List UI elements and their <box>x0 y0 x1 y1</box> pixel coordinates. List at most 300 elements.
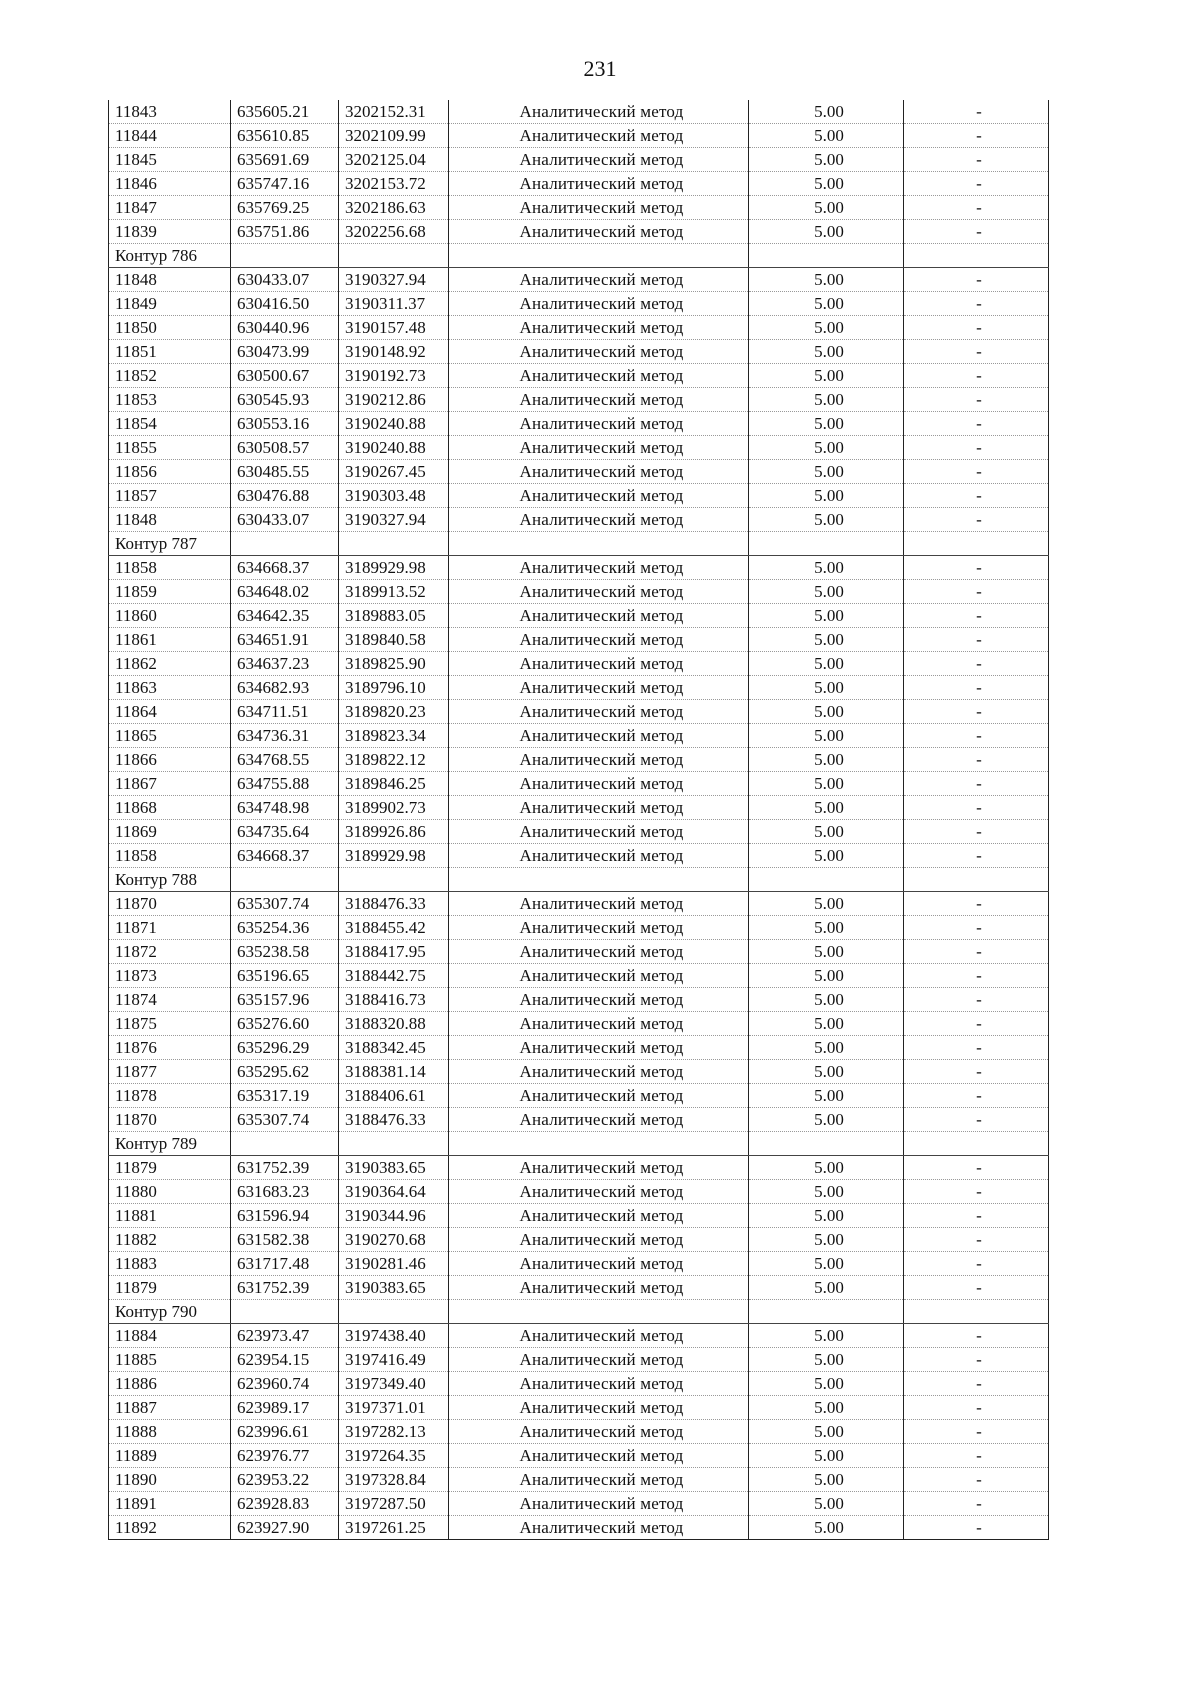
table-row <box>109 100 1049 124</box>
empty-cell <box>231 532 339 556</box>
coord-x-cell: 635238.58 <box>231 940 339 964</box>
point-number-cell: 11892 <box>109 1516 231 1540</box>
coord-y-cell: 3190383.65 <box>339 1156 449 1180</box>
point-number-cell: 11860 <box>109 604 231 628</box>
coord-x-cell: 631596.94 <box>231 1204 339 1228</box>
table-row <box>109 1396 1049 1420</box>
table-row <box>109 796 1049 820</box>
coord-y-cell: 3189883.05 <box>339 604 449 628</box>
note-cell: - <box>904 148 1049 172</box>
coord-y-cell: 3197287.50 <box>339 1492 449 1516</box>
table-row <box>109 892 1049 916</box>
table-row <box>109 1324 1049 1348</box>
method-cell: Аналитический метод <box>449 484 749 508</box>
table-row <box>109 1036 1049 1060</box>
point-number-cell: 11850 <box>109 316 231 340</box>
coord-x-cell: 635610.85 <box>231 124 339 148</box>
point-number-cell: 11858 <box>109 844 231 868</box>
coord-x-cell: 623996.61 <box>231 1420 339 1444</box>
coord-y-cell: 3197261.25 <box>339 1516 449 1540</box>
table-row <box>109 1516 1049 1540</box>
method-cell: Аналитический метод <box>449 292 749 316</box>
point-number-cell: 11876 <box>109 1036 231 1060</box>
note-cell: - <box>904 940 1049 964</box>
coord-x-cell: 630416.50 <box>231 292 339 316</box>
method-cell: Аналитический метод <box>449 1420 749 1444</box>
point-number-cell: 11851 <box>109 340 231 364</box>
table-row <box>109 580 1049 604</box>
note-cell: - <box>904 124 1049 148</box>
table-row <box>109 1348 1049 1372</box>
table-row <box>109 460 1049 484</box>
accuracy-cell: 5.00 <box>749 1108 904 1132</box>
accuracy-cell: 5.00 <box>749 1396 904 1420</box>
point-number-cell: 11858 <box>109 556 231 580</box>
method-cell: Аналитический метод <box>449 1084 749 1108</box>
table-row <box>109 1468 1049 1492</box>
note-cell: - <box>904 1324 1049 1348</box>
method-cell: Аналитический метод <box>449 1036 749 1060</box>
note-cell: - <box>904 1084 1049 1108</box>
method-cell: Аналитический метод <box>449 268 749 292</box>
accuracy-cell: 5.00 <box>749 796 904 820</box>
accuracy-cell: 5.00 <box>749 196 904 220</box>
accuracy-cell: 5.00 <box>749 172 904 196</box>
point-number-cell: 11856 <box>109 460 231 484</box>
note-cell: - <box>904 1204 1049 1228</box>
coord-x-cell: 623953.22 <box>231 1468 339 1492</box>
coord-x-cell: 623954.15 <box>231 1348 339 1372</box>
coord-x-cell: 623989.17 <box>231 1396 339 1420</box>
accuracy-cell: 5.00 <box>749 460 904 484</box>
empty-cell <box>904 868 1049 892</box>
coord-x-cell: 634735.64 <box>231 820 339 844</box>
coord-y-cell: 3190383.65 <box>339 1276 449 1300</box>
note-cell: - <box>904 1372 1049 1396</box>
coord-x-cell: 634668.37 <box>231 844 339 868</box>
note-cell: - <box>904 1156 1049 1180</box>
method-cell: Аналитический метод <box>449 556 749 580</box>
method-cell: Аналитический метод <box>449 700 749 724</box>
accuracy-cell: 5.00 <box>749 1180 904 1204</box>
method-cell: Аналитический метод <box>449 604 749 628</box>
method-cell: Аналитический метод <box>449 1516 749 1540</box>
table-row <box>109 916 1049 940</box>
table-row <box>109 1276 1049 1300</box>
coord-y-cell: 3189840.58 <box>339 628 449 652</box>
table-row <box>109 316 1049 340</box>
point-number-cell: 11886 <box>109 1372 231 1396</box>
note-cell: - <box>904 676 1049 700</box>
method-cell: Аналитический метод <box>449 1324 749 1348</box>
accuracy-cell: 5.00 <box>749 1444 904 1468</box>
coord-x-cell: 635747.16 <box>231 172 339 196</box>
note-cell: - <box>904 1228 1049 1252</box>
method-cell: Аналитический метод <box>449 340 749 364</box>
method-cell: Аналитический метод <box>449 148 749 172</box>
table-row <box>109 940 1049 964</box>
accuracy-cell: 5.00 <box>749 436 904 460</box>
point-number-cell: 11871 <box>109 916 231 940</box>
method-cell: Аналитический метод <box>449 436 749 460</box>
note-cell: - <box>904 1108 1049 1132</box>
accuracy-cell: 5.00 <box>749 1228 904 1252</box>
method-cell: Аналитический метод <box>449 220 749 244</box>
table-row <box>109 964 1049 988</box>
coord-x-cell: 635157.96 <box>231 988 339 1012</box>
point-number-cell: 11847 <box>109 196 231 220</box>
method-cell: Аналитический метод <box>449 652 749 676</box>
coord-x-cell: 634682.93 <box>231 676 339 700</box>
accuracy-cell: 5.00 <box>749 700 904 724</box>
accuracy-cell: 5.00 <box>749 916 904 940</box>
table-row <box>109 1492 1049 1516</box>
coord-x-cell: 631582.38 <box>231 1228 339 1252</box>
note-cell: - <box>904 460 1049 484</box>
empty-cell <box>231 868 339 892</box>
coord-y-cell: 3190281.46 <box>339 1252 449 1276</box>
empty-cell <box>904 1132 1049 1156</box>
table-row <box>109 604 1049 628</box>
accuracy-cell: 5.00 <box>749 292 904 316</box>
coord-x-cell: 634668.37 <box>231 556 339 580</box>
empty-cell <box>339 868 449 892</box>
coord-x-cell: 634748.98 <box>231 796 339 820</box>
coord-x-cell: 635605.21 <box>231 100 339 124</box>
table-row <box>109 292 1049 316</box>
coord-y-cell: 3189929.98 <box>339 844 449 868</box>
point-number-cell: 11877 <box>109 1060 231 1084</box>
method-cell: Аналитический метод <box>449 1444 749 1468</box>
method-cell: Аналитический метод <box>449 820 749 844</box>
accuracy-cell: 5.00 <box>749 988 904 1012</box>
accuracy-cell: 5.00 <box>749 1156 904 1180</box>
table-row <box>109 628 1049 652</box>
coord-y-cell: 3188342.45 <box>339 1036 449 1060</box>
coord-x-cell: 635769.25 <box>231 196 339 220</box>
note-cell: - <box>904 172 1049 196</box>
method-cell: Аналитический метод <box>449 1108 749 1132</box>
note-cell: - <box>904 1516 1049 1540</box>
method-cell: Аналитический метод <box>449 772 749 796</box>
note-cell: - <box>904 964 1049 988</box>
accuracy-cell: 5.00 <box>749 652 904 676</box>
point-number-cell: 11879 <box>109 1156 231 1180</box>
coord-x-cell: 635296.29 <box>231 1036 339 1060</box>
empty-cell <box>449 244 749 268</box>
point-number-cell: 11848 <box>109 508 231 532</box>
table-row <box>109 364 1049 388</box>
coord-y-cell: 3190327.94 <box>339 508 449 532</box>
coord-y-cell: 3190192.73 <box>339 364 449 388</box>
coord-x-cell: 630500.67 <box>231 364 339 388</box>
table-row <box>109 124 1049 148</box>
point-number-cell: 11874 <box>109 988 231 1012</box>
accuracy-cell: 5.00 <box>749 676 904 700</box>
coord-x-cell: 635196.65 <box>231 964 339 988</box>
table-row <box>109 436 1049 460</box>
coord-y-cell: 3190240.88 <box>339 436 449 460</box>
accuracy-cell: 5.00 <box>749 772 904 796</box>
coord-y-cell: 3189820.23 <box>339 700 449 724</box>
contour-header-row <box>109 532 1049 556</box>
method-cell: Аналитический метод <box>449 1252 749 1276</box>
point-number-cell: 11861 <box>109 628 231 652</box>
point-number-cell: 11879 <box>109 1276 231 1300</box>
coord-x-cell: 623960.74 <box>231 1372 339 1396</box>
method-cell: Аналитический метод <box>449 508 749 532</box>
table-row <box>109 1180 1049 1204</box>
table-row <box>109 772 1049 796</box>
method-cell: Аналитический метод <box>449 1492 749 1516</box>
method-cell: Аналитический метод <box>449 388 749 412</box>
point-number-cell: 11839 <box>109 220 231 244</box>
accuracy-cell: 5.00 <box>749 220 904 244</box>
empty-cell <box>749 1300 904 1324</box>
coord-y-cell: 3189846.25 <box>339 772 449 796</box>
coord-y-cell: 3190267.45 <box>339 460 449 484</box>
method-cell: Аналитический метод <box>449 1276 749 1300</box>
coord-x-cell: 630440.96 <box>231 316 339 340</box>
coord-y-cell: 3189822.12 <box>339 748 449 772</box>
method-cell: Аналитический метод <box>449 1204 749 1228</box>
empty-cell <box>339 1300 449 1324</box>
coord-x-cell: 631683.23 <box>231 1180 339 1204</box>
coord-x-cell: 623976.77 <box>231 1444 339 1468</box>
contour-title: Контур 790 <box>109 1300 231 1324</box>
contour-title: Контур 789 <box>109 1132 231 1156</box>
coord-y-cell: 3202186.63 <box>339 196 449 220</box>
note-cell: - <box>904 1036 1049 1060</box>
coord-y-cell: 3202152.31 <box>339 100 449 124</box>
empty-cell <box>749 1132 904 1156</box>
accuracy-cell: 5.00 <box>749 148 904 172</box>
accuracy-cell: 5.00 <box>749 628 904 652</box>
coord-y-cell: 3188381.14 <box>339 1060 449 1084</box>
coord-y-cell: 3189929.98 <box>339 556 449 580</box>
method-cell: Аналитический метод <box>449 460 749 484</box>
coord-y-cell: 3188417.95 <box>339 940 449 964</box>
coord-x-cell: 630485.55 <box>231 460 339 484</box>
accuracy-cell: 5.00 <box>749 316 904 340</box>
coord-y-cell: 3188476.33 <box>339 892 449 916</box>
empty-cell <box>449 868 749 892</box>
table-row <box>109 340 1049 364</box>
table-row <box>109 268 1049 292</box>
point-number-cell: 11891 <box>109 1492 231 1516</box>
note-cell: - <box>904 484 1049 508</box>
point-number-cell: 11870 <box>109 892 231 916</box>
point-number-cell: 11863 <box>109 676 231 700</box>
coord-x-cell: 634651.91 <box>231 628 339 652</box>
note-cell: - <box>904 1348 1049 1372</box>
method-cell: Аналитический метод <box>449 1156 749 1180</box>
coord-x-cell: 635307.74 <box>231 1108 339 1132</box>
point-number-cell: 11867 <box>109 772 231 796</box>
coord-x-cell: 630433.07 <box>231 268 339 292</box>
coord-x-cell: 635307.74 <box>231 892 339 916</box>
table-row <box>109 220 1049 244</box>
empty-cell <box>231 1300 339 1324</box>
accuracy-cell: 5.00 <box>749 892 904 916</box>
contour-title: Контур 788 <box>109 868 231 892</box>
coord-y-cell: 3190303.48 <box>339 484 449 508</box>
table-row <box>109 1012 1049 1036</box>
note-cell: - <box>904 316 1049 340</box>
point-number-cell: 11882 <box>109 1228 231 1252</box>
table-row <box>109 484 1049 508</box>
coord-x-cell: 634711.51 <box>231 700 339 724</box>
method-cell: Аналитический метод <box>449 1372 749 1396</box>
coord-x-cell: 623973.47 <box>231 1324 339 1348</box>
note-cell: - <box>904 1492 1049 1516</box>
point-number-cell: 11844 <box>109 124 231 148</box>
accuracy-cell: 5.00 <box>749 964 904 988</box>
coord-y-cell: 3189902.73 <box>339 796 449 820</box>
method-cell: Аналитический метод <box>449 1228 749 1252</box>
coord-x-cell: 634736.31 <box>231 724 339 748</box>
coord-y-cell: 3197416.49 <box>339 1348 449 1372</box>
method-cell: Аналитический метод <box>449 964 749 988</box>
method-cell: Аналитический метод <box>449 676 749 700</box>
table-row <box>109 1204 1049 1228</box>
method-cell: Аналитический метод <box>449 412 749 436</box>
empty-cell <box>449 1132 749 1156</box>
method-cell: Аналитический метод <box>449 100 749 124</box>
table-row <box>109 148 1049 172</box>
table-row <box>109 1060 1049 1084</box>
coord-y-cell: 3190270.68 <box>339 1228 449 1252</box>
method-cell: Аналитический метод <box>449 1012 749 1036</box>
method-cell: Аналитический метод <box>449 1180 749 1204</box>
accuracy-cell: 5.00 <box>749 1252 904 1276</box>
coord-y-cell: 3189926.86 <box>339 820 449 844</box>
point-number-cell: 11881 <box>109 1204 231 1228</box>
empty-cell <box>339 532 449 556</box>
point-number-cell: 11890 <box>109 1468 231 1492</box>
table-row <box>109 388 1049 412</box>
coord-y-cell: 3188455.42 <box>339 916 449 940</box>
accuracy-cell: 5.00 <box>749 508 904 532</box>
coord-x-cell: 630553.16 <box>231 412 339 436</box>
table-row <box>109 556 1049 580</box>
coord-x-cell: 634755.88 <box>231 772 339 796</box>
note-cell: - <box>904 604 1049 628</box>
contour-header-row <box>109 244 1049 268</box>
point-number-cell: 11859 <box>109 580 231 604</box>
table-row <box>109 748 1049 772</box>
contour-header-row <box>109 868 1049 892</box>
accuracy-cell: 5.00 <box>749 940 904 964</box>
point-number-cell: 11872 <box>109 940 231 964</box>
table-row <box>109 1084 1049 1108</box>
table-row <box>109 508 1049 532</box>
accuracy-cell: 5.00 <box>749 1204 904 1228</box>
note-cell: - <box>904 1444 1049 1468</box>
table-row <box>109 844 1049 868</box>
table-row <box>109 652 1049 676</box>
coord-y-cell: 3188406.61 <box>339 1084 449 1108</box>
method-cell: Аналитический метод <box>449 892 749 916</box>
coord-y-cell: 3197282.13 <box>339 1420 449 1444</box>
note-cell: - <box>904 196 1049 220</box>
coord-y-cell: 3197328.84 <box>339 1468 449 1492</box>
table-row <box>109 1420 1049 1444</box>
accuracy-cell: 5.00 <box>749 1012 904 1036</box>
point-number-cell: 11854 <box>109 412 231 436</box>
note-cell: - <box>904 292 1049 316</box>
coord-y-cell: 3190327.94 <box>339 268 449 292</box>
table-row <box>109 1444 1049 1468</box>
contour-header-row <box>109 1132 1049 1156</box>
method-cell: Аналитический метод <box>449 1468 749 1492</box>
accuracy-cell: 5.00 <box>749 1036 904 1060</box>
accuracy-cell: 5.00 <box>749 1516 904 1540</box>
method-cell: Аналитический метод <box>449 796 749 820</box>
coord-y-cell: 3197438.40 <box>339 1324 449 1348</box>
coord-x-cell: 635295.62 <box>231 1060 339 1084</box>
point-number-cell: 11869 <box>109 820 231 844</box>
note-cell: - <box>904 388 1049 412</box>
coord-y-cell: 3188442.75 <box>339 964 449 988</box>
table-row <box>109 820 1049 844</box>
accuracy-cell: 5.00 <box>749 820 904 844</box>
note-cell: - <box>904 1012 1049 1036</box>
empty-cell <box>339 244 449 268</box>
method-cell: Аналитический метод <box>449 628 749 652</box>
note-cell: - <box>904 916 1049 940</box>
point-number-cell: 11887 <box>109 1396 231 1420</box>
note-cell: - <box>904 820 1049 844</box>
coord-y-cell: 3190240.88 <box>339 412 449 436</box>
point-number-cell: 11889 <box>109 1444 231 1468</box>
point-number-cell: 11855 <box>109 436 231 460</box>
accuracy-cell: 5.00 <box>749 364 904 388</box>
empty-cell <box>339 1132 449 1156</box>
empty-cell <box>231 1132 339 1156</box>
empty-cell <box>449 1300 749 1324</box>
accuracy-cell: 5.00 <box>749 580 904 604</box>
method-cell: Аналитический метод <box>449 940 749 964</box>
coord-x-cell: 635691.69 <box>231 148 339 172</box>
note-cell: - <box>904 1276 1049 1300</box>
note-cell: - <box>904 100 1049 124</box>
note-cell: - <box>904 748 1049 772</box>
empty-cell <box>749 244 904 268</box>
point-number-cell: 11868 <box>109 796 231 820</box>
empty-cell <box>904 532 1049 556</box>
coord-y-cell: 3190212.86 <box>339 388 449 412</box>
coord-y-cell: 3189825.90 <box>339 652 449 676</box>
empty-cell <box>449 532 749 556</box>
accuracy-cell: 5.00 <box>749 1276 904 1300</box>
method-cell: Аналитический метод <box>449 988 749 1012</box>
table-row <box>109 196 1049 220</box>
point-number-cell: 11846 <box>109 172 231 196</box>
note-cell: - <box>904 1468 1049 1492</box>
note-cell: - <box>904 892 1049 916</box>
point-number-cell: 11885 <box>109 1348 231 1372</box>
point-number-cell: 11875 <box>109 1012 231 1036</box>
coord-x-cell: 623928.83 <box>231 1492 339 1516</box>
note-cell: - <box>904 268 1049 292</box>
coord-y-cell: 3190344.96 <box>339 1204 449 1228</box>
coord-x-cell: 631717.48 <box>231 1252 339 1276</box>
point-number-cell: 11843 <box>109 100 231 124</box>
note-cell: - <box>904 220 1049 244</box>
note-cell: - <box>904 700 1049 724</box>
accuracy-cell: 5.00 <box>749 1492 904 1516</box>
